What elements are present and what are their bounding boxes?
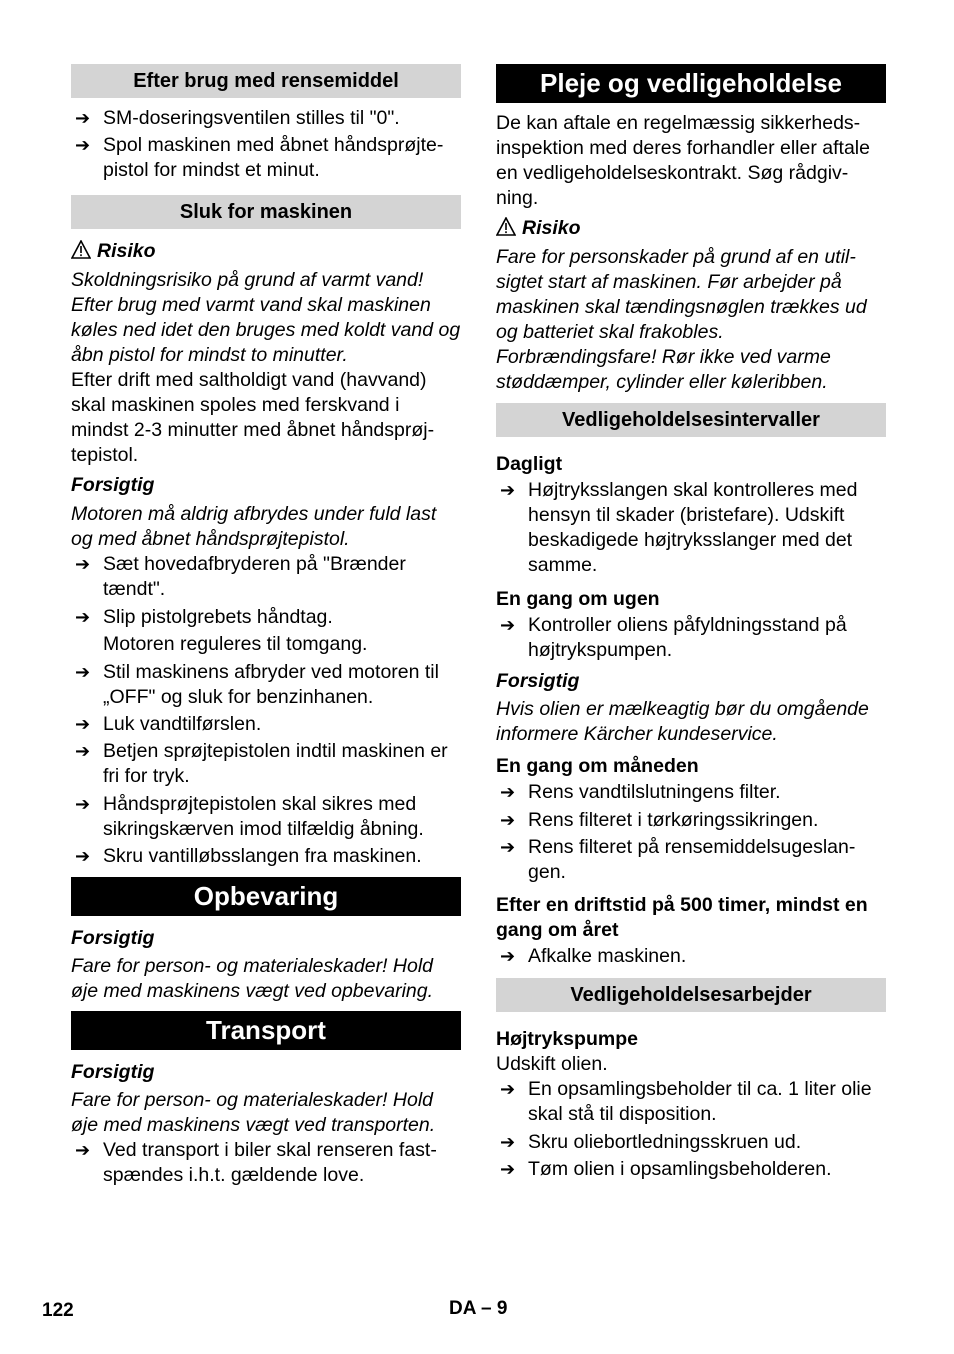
list-item: ➔ Afkalke maskinen. [500, 945, 687, 967]
list-item: ➔ SM-doseringsventilen stilles til "0". [75, 107, 400, 129]
section-heading-intervals: Vedligeholdelsesintervaller [496, 403, 886, 437]
interval-label: En gang om ugen [496, 588, 660, 610]
right-column [496, 64, 886, 1182]
list-item: ➔ Stil maskinens afbryder ved motoren til „OFF" og sluk for benzinhanen. [75, 661, 439, 708]
risk-heading: Risiko [496, 216, 886, 241]
intro-text: De kan aftale en regelmæssig sikkerheds-inspektion med deres forhandler eller aftale en vedligeholdelseskontrakt. Søg rådgiv-ning. [496, 112, 870, 209]
risk-text: Skoldningsrisiko på grund af varmt vand! Efter brug med varmt vand skal maskinen køles ned idet den bruges med koldt vand og åbn pistol for mindst to minutter. [71, 269, 461, 366]
list-item: ➔ Slip pistolgrebets håndtag. [75, 606, 333, 628]
arrow-right-icon: ➔ [75, 1140, 91, 1160]
warning-triangle-icon [496, 217, 516, 236]
arrow-right-icon: ➔ [75, 135, 91, 155]
section-heading-storage: Opbevaring [71, 877, 461, 916]
subsection-label: Højtrykspumpe [496, 1028, 638, 1050]
caution-heading: Forsigtig [71, 1061, 155, 1083]
list-item: ➔ Skru vantilløbsslangen fra maskinen. [75, 845, 422, 867]
warning-triangle-icon [71, 240, 91, 259]
caution-heading: Forsigtig [71, 927, 155, 949]
arrow-right-icon: ➔ [500, 1159, 516, 1179]
arrow-right-icon: ➔ [75, 714, 91, 734]
section-heading-after-detergent: Efter brug med rensemiddel [71, 64, 461, 98]
arrow-right-icon: ➔ [500, 480, 516, 500]
interval-label: Efter en driftstid på 500 timer, mindst en gang om året [496, 894, 868, 941]
list-item: ➔ Håndsprøjtepistolen skal sikres med sikringskærven imod tilfældig åbning. [75, 793, 424, 840]
caution-heading: Forsigtig [71, 474, 155, 496]
list-item: ➔ Spol maskinen med åbnet håndsprøjte-pistol for mindst et minut. [75, 134, 444, 181]
arrow-right-icon: ➔ [75, 662, 91, 682]
list-item: ➔ Kontroller oliens påfyldningsstand på højtrykspumpen. [500, 614, 847, 661]
list-item: ➔ Ved transport i biler skal renseren fast-spændes i.h.t. gældende love. [75, 1139, 437, 1186]
section-heading-maintenance-work: Vedligeholdelsesarbejder [496, 978, 886, 1012]
left-column [71, 64, 461, 1188]
list-item: ➔ Rens vandtilslutningens filter. [500, 781, 781, 803]
arrow-right-icon: ➔ [75, 554, 91, 574]
arrow-right-icon: ➔ [500, 615, 516, 635]
section-heading-switch-off: Sluk for maskinen [71, 195, 461, 229]
list-item: ➔ Betjen sprøjtepistolen indtil maskinen er fri for tryk. [75, 740, 448, 787]
list-item: ➔ En opsamlingsbeholder til ca. 1 liter olie skal stå til disposition. [500, 1078, 872, 1125]
list-item: ➔ Luk vandtilførslen. [75, 713, 262, 735]
risk-text: Forbrændingsfare! Rør ikke ved varme støddæmper, cylinder eller køleribben. [496, 346, 831, 393]
arrow-right-icon: ➔ [500, 810, 516, 830]
caution-text: Fare for person- og materialeskader! Hold øje med maskinens vægt ved opbevaring. [71, 955, 434, 1002]
interval-label: En gang om måneden [496, 755, 699, 777]
section-heading-transport: Transport [71, 1011, 461, 1050]
pump-text: Udskift olien. [496, 1053, 608, 1075]
list-item: ➔ Sæt hovedafbryderen på "Brænder tændt". [75, 553, 406, 600]
list-item: ➔ Højtryksslangen skal kontrolleres med hensyn til skader (bristefare). Udskift beskadigede højtryksslanger med det samme. [500, 479, 858, 576]
note-text: Motoren reguleres til tomgang. [103, 633, 368, 655]
arrow-right-icon: ➔ [500, 1132, 516, 1152]
arrow-right-icon: ➔ [75, 741, 91, 761]
arrow-right-icon: ➔ [75, 794, 91, 814]
list-item: ➔ Rens filteret på rensemiddelsugeslan-gen. [500, 836, 856, 883]
salt-water-text: Efter drift med saltholdigt vand (havvand) skal maskinen spoles med ferskvand i mindst 2-3 minutter med åbnet håndsprøj-tepistol. [71, 369, 435, 466]
caution-text: Motoren må aldrig afbrydes under fuld last og med åbnet håndsprøjtepistol. [71, 503, 437, 550]
section-heading-care-maintenance: Pleje og vedligeholdelse [496, 64, 886, 103]
list-item: ➔ Tøm olien i opsamlingsbeholderen. [500, 1158, 832, 1180]
risk-text: Fare for personskader på grund af en util-sigtet start af maskinen. Før arbejder på maskinen skal tændingsnøglen trækkes ud og batteriet skal frakobles. [496, 246, 867, 343]
arrow-right-icon: ➔ [500, 1079, 516, 1099]
arrow-right-icon: ➔ [500, 837, 516, 857]
arrow-right-icon: ➔ [75, 108, 91, 128]
caution-text: Hvis olien er mælkeagtig bør du omgående informere Kärcher kundeservice. [496, 698, 869, 745]
list-item: ➔ Skru oliebortledningsskruen ud. [500, 1131, 802, 1153]
list-item: ➔ Rens filteret i tørkøringssikringen. [500, 809, 819, 831]
arrow-right-icon: ➔ [500, 782, 516, 802]
arrow-right-icon: ➔ [500, 946, 516, 966]
page-number: 122 [42, 1300, 74, 1321]
interval-label: Dagligt [496, 453, 563, 475]
caution-heading: Forsigtig [496, 670, 580, 692]
caution-text: Fare for person- og materialeskader! Hold øje med maskinens vægt ved transporten. [71, 1089, 436, 1136]
arrow-right-icon: ➔ [75, 846, 91, 866]
section-page-label: DA – 9 [449, 1298, 508, 1319]
risk-heading: Risiko [71, 239, 461, 264]
arrow-right-icon: ➔ [75, 607, 91, 627]
